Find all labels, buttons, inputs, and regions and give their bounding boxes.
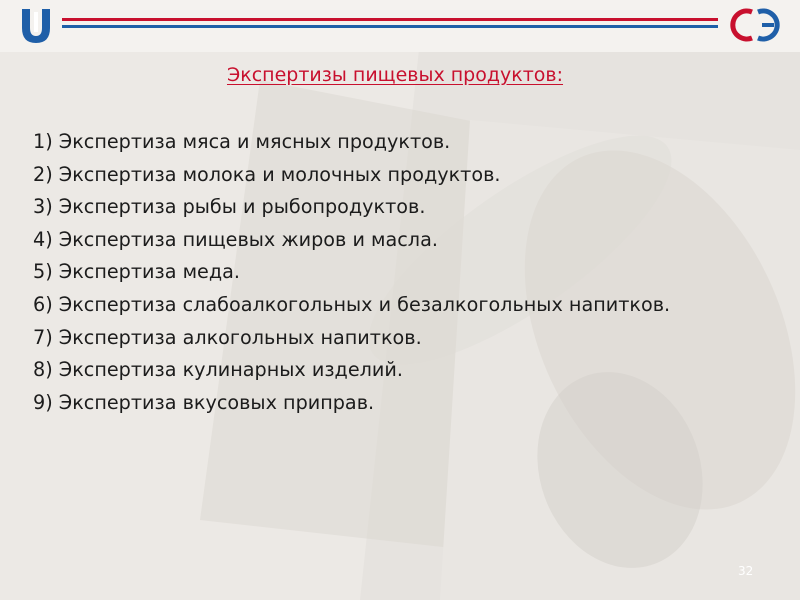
list-item: 2) Экспертиза молока и молочных продуктов. — [33, 162, 501, 186]
university-logo-icon — [16, 6, 56, 44]
page-number: 32 — [738, 564, 754, 578]
list-item: 9) Экспертиза вкусовых приправ. — [33, 390, 375, 414]
list-item: 4) Экспертиза пищевых жиров и масла. — [33, 227, 438, 251]
header-blue-line — [62, 25, 718, 28]
header-red-line — [62, 18, 718, 21]
list-item: 1) Экспертиза мяса и мясных продуктов. — [33, 130, 451, 153]
list-item: 8) Экспертиза кулинарных изделий. — [33, 358, 403, 382]
list-item: 7) Экспертиза алкогольных напитков. — [33, 325, 422, 349]
list-item: 3) Экспертиза рыбы и рыбопродуктов. — [33, 195, 426, 219]
expertise-list — [33, 126, 743, 419]
list-item: 5) Экспертиза меда. — [33, 260, 240, 284]
slide-title: Экспертизы пищевых продуктов: — [226, 64, 564, 86]
list-item: 6) Экспертиза слабоалкогольных и безалкогольных напитков. — [33, 292, 671, 316]
se-logo-icon — [724, 4, 788, 46]
